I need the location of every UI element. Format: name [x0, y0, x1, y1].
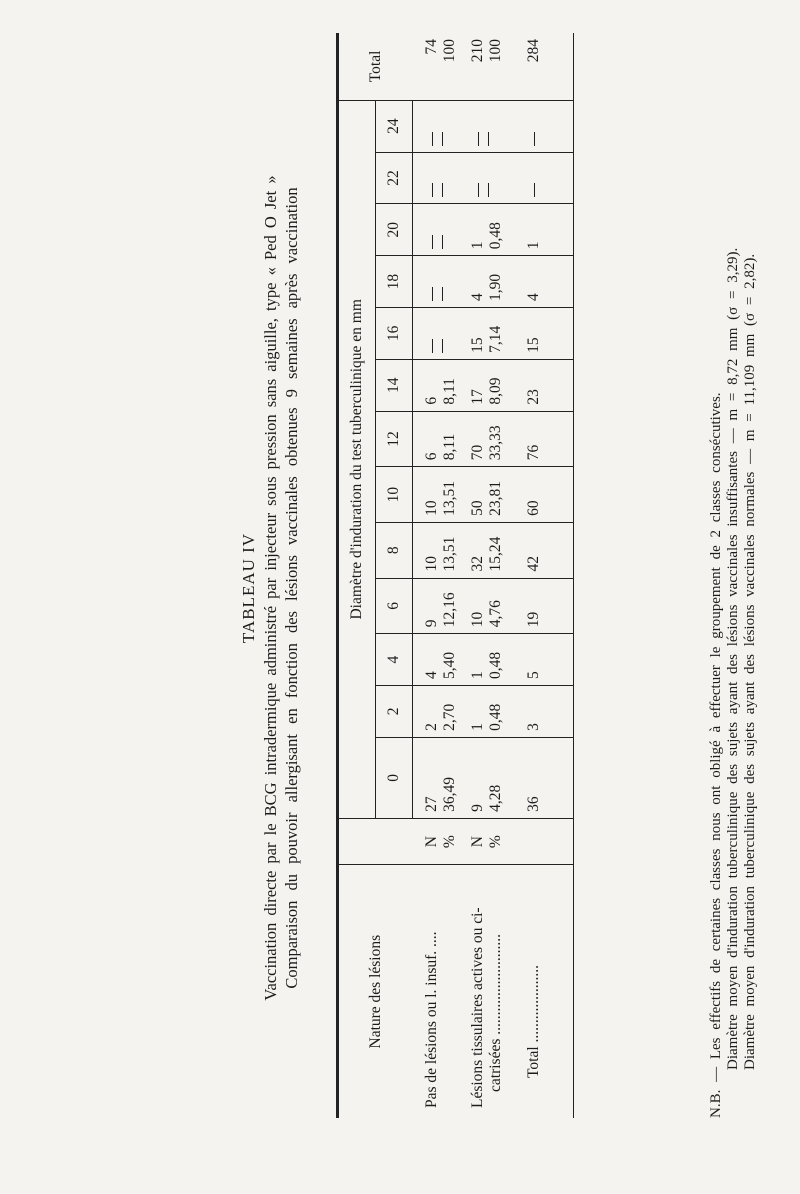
- total-cell: [515, 522, 574, 578]
- total-pct: 100: [440, 39, 458, 63]
- table-cell: [413, 737, 460, 818]
- row-total-cell: [413, 33, 460, 100]
- cell-value: 10: [423, 556, 440, 572]
- table-cell: [413, 411, 460, 467]
- dash-mark: [432, 132, 433, 146]
- table-cell: [413, 467, 460, 523]
- table-cell: [413, 634, 460, 686]
- data-table: [336, 33, 574, 1118]
- dash-mark: [534, 132, 535, 146]
- footnote-line-3: Diamètre moyen d'induration tuberculinique des sujets ayant des lésions vaccinales normales — m = 11,109 mm (σ = 2,82).: [742, 253, 758, 1070]
- cell-value: 23,81: [487, 481, 504, 516]
- row-nz-labels: [459, 818, 515, 865]
- cell-value: 4: [469, 293, 486, 301]
- row-nz-labels: [413, 818, 460, 865]
- table-cell: [413, 100, 460, 152]
- cell-value: 5,40: [441, 651, 458, 679]
- table-cell: [459, 359, 515, 411]
- dash-mark: [442, 235, 443, 249]
- header-diameter-18: 18: [376, 256, 413, 308]
- header-diameter-16: 16: [376, 308, 413, 360]
- cell-value: 3: [525, 723, 542, 731]
- table-caption-line-2: Comparaison du pouvoir allergisant en fonction des lésions vaccinales obtenues 9 semaines après vaccination: [282, 187, 301, 989]
- cell-value: 6: [423, 452, 440, 461]
- total-cell: [515, 204, 574, 256]
- cell-value: 36,49: [441, 776, 458, 812]
- cell-value: 0,48: [487, 651, 504, 679]
- cell-value: 27: [423, 796, 440, 812]
- table-cell: [413, 256, 460, 308]
- total-cell: [515, 256, 574, 308]
- n-label: N: [422, 836, 440, 848]
- dash-mark: [442, 132, 443, 146]
- cell-value: 1: [469, 671, 486, 679]
- cell-value: 10: [423, 500, 440, 516]
- header-nature: Nature des lésions: [338, 865, 413, 1118]
- cell-value: 36: [525, 796, 542, 812]
- table-cell: [413, 522, 460, 578]
- table-cell: [459, 686, 515, 738]
- cell-value: 10: [469, 611, 486, 628]
- cell-value: 2,70: [441, 703, 458, 731]
- total-cell: [515, 152, 574, 204]
- cell-value: 0,48: [487, 703, 504, 731]
- rotated-page: [238, 38, 798, 1138]
- header-diameter-14: 14: [376, 359, 413, 411]
- row-label-line-2: catrisées ..........................: [487, 934, 504, 1092]
- row-nz-spacer: [515, 818, 574, 865]
- dash-mark: [432, 235, 433, 249]
- table-cell: [459, 152, 515, 204]
- cell-value: 42: [525, 556, 542, 572]
- row-label: [459, 865, 515, 1118]
- table-cell: [459, 256, 515, 308]
- header-diameter-group: Diamètre d'induration du test tuberculinique en mm: [338, 100, 376, 818]
- cell-value: 13,51: [441, 481, 458, 516]
- header-diameter-20: 20: [376, 204, 413, 256]
- cell-value: 32: [469, 556, 486, 572]
- cell-value: 2: [423, 723, 440, 731]
- header-diameter-22: 22: [376, 152, 413, 204]
- cell-value: 0,48: [487, 222, 504, 250]
- total-cell: [515, 411, 574, 467]
- cell-value: 4: [423, 671, 440, 679]
- dash-mark: [442, 183, 443, 197]
- cell-value: 4,76: [487, 600, 504, 628]
- row-total-cell: [459, 33, 515, 100]
- cell-value: 70: [469, 444, 486, 461]
- total-cell: [515, 686, 574, 738]
- cell-value: 8,11: [441, 378, 458, 405]
- header-diameter-24: 24: [376, 100, 413, 152]
- table-cell: [459, 522, 515, 578]
- table-cell: [459, 204, 515, 256]
- table-cell: [459, 308, 515, 360]
- cell-value: 33,33: [487, 425, 504, 461]
- table-cell: [413, 204, 460, 256]
- header-diameter-12: 12: [376, 411, 413, 467]
- dash-mark: [478, 132, 479, 146]
- cell-value: 1: [525, 241, 542, 250]
- table-row-total: [515, 33, 574, 1118]
- table-title: TABLEAU IV: [239, 532, 258, 644]
- table-cell: [459, 467, 515, 523]
- total-cell: [515, 634, 574, 686]
- footnote: [708, 38, 759, 1118]
- footnote-line-1: N.B. — Les effectifs de certaines classes nous ont obligé à effectuer le groupement de 2 classes consécutives.: [708, 392, 724, 1118]
- cell-value: 6: [423, 396, 440, 405]
- grand-total-cell: 284: [515, 33, 574, 100]
- cell-value: 4,28: [487, 784, 504, 812]
- cell-value: 8,11: [441, 433, 458, 461]
- dash-mark: [432, 183, 433, 197]
- cell-value: 5: [525, 671, 542, 679]
- total-cell: [515, 737, 574, 818]
- header-diameter-8: 8: [376, 522, 413, 578]
- table-cell: [413, 152, 460, 204]
- cell-value: 15,24: [487, 536, 504, 572]
- dash-mark: [432, 339, 433, 353]
- header-diameter-10: 10: [376, 467, 413, 523]
- dash-mark: [478, 183, 479, 197]
- dash-mark: [442, 287, 443, 301]
- row-label: Total ....................: [515, 865, 574, 1118]
- cell-value: 9: [423, 619, 440, 628]
- total-cell: [515, 308, 574, 360]
- pct-label: %: [440, 835, 458, 849]
- cell-value: 7,14: [487, 325, 504, 353]
- total-cell: [515, 578, 574, 634]
- cell-value: 9: [469, 804, 486, 812]
- table-cell: [459, 737, 515, 818]
- total-n: 210: [469, 39, 486, 63]
- table-caption-line-1: Vaccination directe par le BCG intradermique administré par injecteur sous pression sans aiguille, type « Ped O Jet »: [261, 175, 280, 1001]
- n-label: N: [469, 836, 486, 848]
- total-cell: [515, 467, 574, 523]
- table-cell: [413, 686, 460, 738]
- title-block: [238, 38, 302, 1138]
- cell-value: 23: [525, 389, 542, 405]
- cell-value: 1: [469, 241, 486, 250]
- header-nz-spacer: [338, 818, 413, 865]
- cell-value: 15: [525, 337, 542, 353]
- table-row-active-lesions: [459, 33, 515, 1118]
- header-diameter-0: 0: [376, 737, 413, 818]
- pct-label: %: [487, 835, 504, 849]
- table-cell: [459, 100, 515, 152]
- cell-value: 17: [469, 389, 486, 405]
- cell-value: 1: [469, 723, 486, 731]
- total-n: 74: [422, 39, 440, 55]
- table-cell: [413, 308, 460, 360]
- header-diameter-4: 4: [376, 634, 413, 686]
- header-total: Total: [338, 33, 413, 100]
- dash-mark: [488, 132, 489, 146]
- cell-value: 4: [525, 293, 542, 301]
- header-diameter-6: 6: [376, 578, 413, 634]
- total-cell: [515, 359, 574, 411]
- dash-mark: [442, 339, 443, 353]
- table-cell: [413, 359, 460, 411]
- table-cell: [459, 411, 515, 467]
- cell-value: 19: [525, 611, 542, 628]
- header-diameter-2: 2: [376, 686, 413, 738]
- table-cell: [413, 578, 460, 634]
- cell-value: 50: [469, 500, 486, 516]
- dash-mark: [488, 183, 489, 197]
- dash-mark: [534, 183, 535, 197]
- table-row-no-lesions: [413, 33, 460, 1118]
- cell-value: 1,90: [487, 273, 504, 301]
- cell-value: 12,16: [441, 592, 458, 628]
- cell-value: 60: [525, 500, 542, 516]
- cell-value: 15: [469, 337, 486, 353]
- cell-value: 13,51: [441, 536, 458, 572]
- cell-value: 8,09: [487, 377, 504, 405]
- dash-mark: [432, 287, 433, 301]
- row-label-line-1: Lésions tissulaires actives ou ci-: [469, 907, 486, 1108]
- footnote-line-2: Diamètre moyen d'induration tuberculinique des sujets ayant des lésions vaccinales insuffisantes — m = 8,72 mm (σ = 3,29).: [725, 247, 741, 1070]
- total-cell: [515, 100, 574, 152]
- row-label: Pas de lésions ou l. insuf. ....: [413, 865, 460, 1118]
- table-cell: [459, 578, 515, 634]
- total-pct: 100: [487, 39, 504, 63]
- table-cell: [459, 634, 515, 686]
- cell-value: 76: [525, 444, 542, 461]
